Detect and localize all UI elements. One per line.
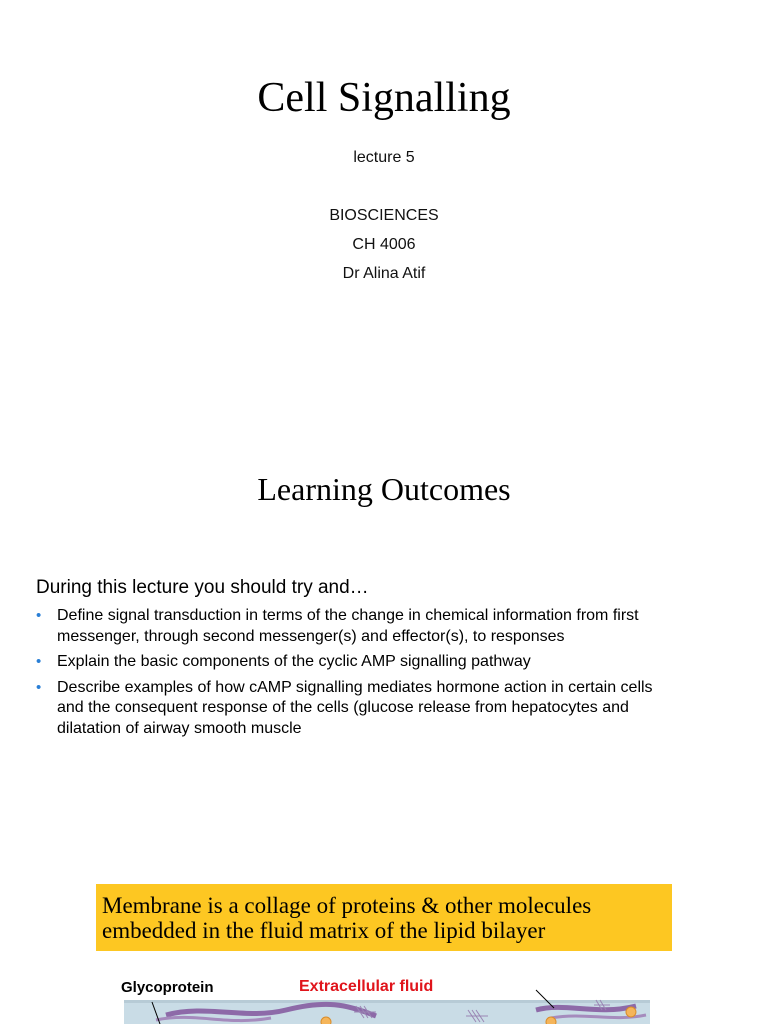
lecturer-name: Dr Alina Atif <box>342 265 426 282</box>
bullet-icon: • <box>36 607 42 624</box>
lecture-number: lecture 5 <box>353 149 415 166</box>
list-item <box>36 652 726 673</box>
list-item <box>36 678 726 740</box>
bullet-text-line: Define signal transduction in terms of the change in chemical information from first <box>57 607 639 624</box>
banner-line: Membrane is a collage of proteins & other molecules <box>102 893 592 918</box>
bullet-text-line: Explain the basic components of the cyclic AMP signalling pathway <box>57 653 531 670</box>
extracellular-fluid-label: Extracellular fluid <box>299 978 434 995</box>
molecule-head <box>626 1007 636 1017</box>
bullet-text-line: Describe examples of how cAMP signalling mediates hormone action in certain cells <box>57 678 653 696</box>
molecule-head <box>321 1017 331 1024</box>
slide-title: Cell Signalling <box>257 75 511 121</box>
outcomes-list <box>36 606 726 744</box>
department-name: BIOSCIENCES <box>329 207 439 224</box>
bullet-icon: • <box>36 678 42 696</box>
bullet-text-line: and the consequent response of the cells (glucose release from hepatocytes and <box>57 699 629 716</box>
membrane-diagram <box>96 960 672 1024</box>
glycoprotein-label: Glycoprotein <box>121 979 214 996</box>
bullet-text-line: dilatation of airway smooth muscle <box>57 719 302 737</box>
membrane-edge <box>124 1000 650 1003</box>
course-code: CH 4006 <box>352 236 416 253</box>
list-item <box>36 606 726 647</box>
banner-line: embedded in the fluid matrix of the lipid bilayer <box>102 918 546 943</box>
glycoprotein-chain <box>536 1006 636 1010</box>
membrane-banner <box>96 884 672 951</box>
bullet-icon: • <box>36 653 42 670</box>
intro-text: During this lecture you should try and… <box>36 577 369 598</box>
molecule-head <box>546 1017 556 1024</box>
learning-outcomes-title: Learning Outcomes <box>257 471 511 507</box>
bullet-text-line: messenger, through second messenger(s) and effector(s), to responses <box>57 627 565 645</box>
